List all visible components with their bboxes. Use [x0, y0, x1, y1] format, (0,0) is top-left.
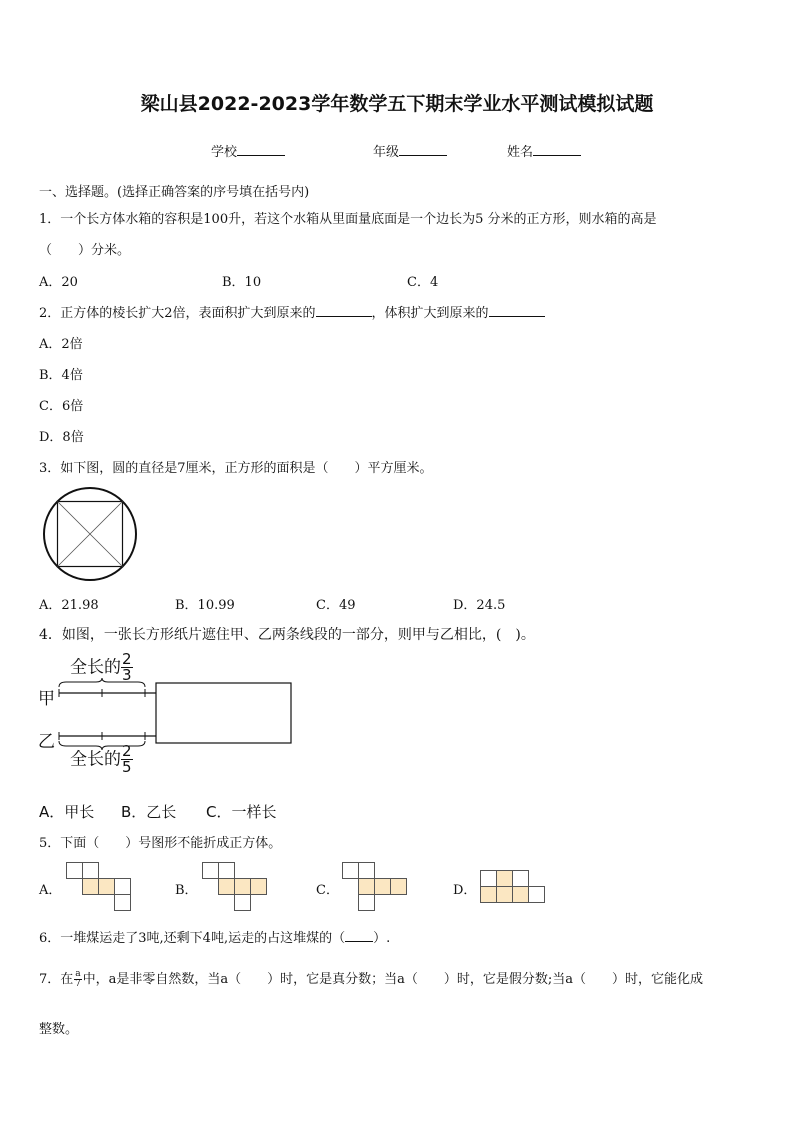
- q6-blank[interactable]: [345, 930, 373, 942]
- q4-segments-figure: [56, 678, 296, 748]
- q3-option-b: B．10.99: [175, 598, 235, 613]
- name-field: [507, 141, 581, 160]
- q4-option-b: B．乙长: [121, 803, 177, 821]
- section-heading: 一、选择题。(选择正确答案的序号填在括号内): [39, 185, 310, 200]
- q6-text: [39, 927, 390, 946]
- school-label: 学校: [211, 145, 238, 160]
- paper-rectangle: [156, 683, 291, 743]
- q7-fraction: $\frac{a}{7}$: [75, 969, 81, 989]
- q5-net-a: [66, 862, 132, 910]
- jia-label: 甲: [38, 689, 55, 709]
- q1-text: 1．一个长方体水箱的容积是100升，若这个水箱从里面量底面是一个边长为5 分米的正方形，则水箱的高是: [39, 212, 657, 227]
- q2-option-d: D．8倍: [39, 430, 84, 445]
- q3-text: 3．如下图，圆的直径是7厘米，正方形的面积是（ ）平方厘米。: [39, 461, 433, 476]
- q7-text-a: 7．在: [39, 972, 74, 987]
- name-label: 姓名: [507, 145, 534, 160]
- q4-option-a: A．甲长: [39, 803, 95, 821]
- grade-blank[interactable]: [399, 144, 447, 156]
- bottom-label-text: 全长的: [70, 749, 121, 770]
- q3-circle-square-figure: [43, 487, 139, 583]
- q2-text-b: ，体积扩大到原来的: [371, 306, 489, 321]
- q1-option-c: C．4: [407, 275, 439, 290]
- q2-text: [39, 302, 545, 321]
- page-title: 梁山县2022-2023学年数学五下期末学业水平测试模拟试题: [140, 93, 654, 115]
- q2-option-b: B．4倍: [39, 368, 83, 383]
- q4-text: 4．如图，一张长方形纸片遮住甲、乙两条线段的一部分，则甲与乙相比，( )。: [39, 627, 535, 643]
- grade-field: [373, 141, 447, 160]
- q1-option-b: B．10: [222, 275, 262, 290]
- grade-label: 年级: [373, 145, 400, 160]
- q5-net-d: [480, 870, 546, 904]
- q5-net-b: [202, 862, 268, 910]
- q6-text-b: ）.: [373, 931, 391, 946]
- bottom-fraction: $\frac{2}{5}$: [122, 742, 132, 776]
- q2-text-a: 2．正方体的棱长扩大2倍，表面积扩大到原来的: [39, 306, 316, 321]
- top-fraction: $\frac{2}{3}$: [122, 650, 132, 684]
- q3-option-c: C．49: [316, 598, 356, 613]
- q5-text: 5．下面（ ）号图形不能折成正方体。: [39, 836, 282, 851]
- name-blank[interactable]: [533, 144, 581, 156]
- top-label-text: 全长的: [70, 657, 121, 678]
- q2-blank-1[interactable]: [316, 305, 372, 317]
- q5-label-b: B．: [175, 883, 198, 898]
- q1-text-line2: （ ）分米。: [39, 243, 131, 258]
- q6-text-a: 6．一堆煤运走了3吨,还剩下4吨,运走的占这堆煤的（: [39, 931, 346, 946]
- q3-option-d: D．24.5: [453, 598, 506, 613]
- school-blank[interactable]: [237, 144, 285, 156]
- q1-option-a: A．20: [39, 275, 78, 290]
- school-field: [211, 141, 285, 160]
- q4-option-c: C．一样长: [206, 803, 277, 821]
- q5-label-c: C．: [316, 883, 339, 898]
- q2-blank-2[interactable]: [489, 305, 545, 317]
- q5-label-d: D．: [453, 883, 477, 898]
- q2-option-a: A．2倍: [39, 337, 83, 352]
- top-brace: [59, 678, 145, 687]
- q7-text-line2: 整数。: [39, 1022, 79, 1037]
- q7-text: [39, 968, 703, 989]
- q5-label-a: A．: [39, 883, 62, 898]
- q5-net-c: [342, 862, 408, 910]
- q2-option-c: C．6倍: [39, 399, 84, 414]
- yi-label: 乙: [38, 732, 55, 752]
- q7-text-b: 中，a是非零自然数，当a（ ）时，它是真分数；当a（ ）时，它是假分数;当a（ ）时，它能化成: [82, 972, 704, 987]
- q3-option-a: A．21.98: [39, 598, 99, 613]
